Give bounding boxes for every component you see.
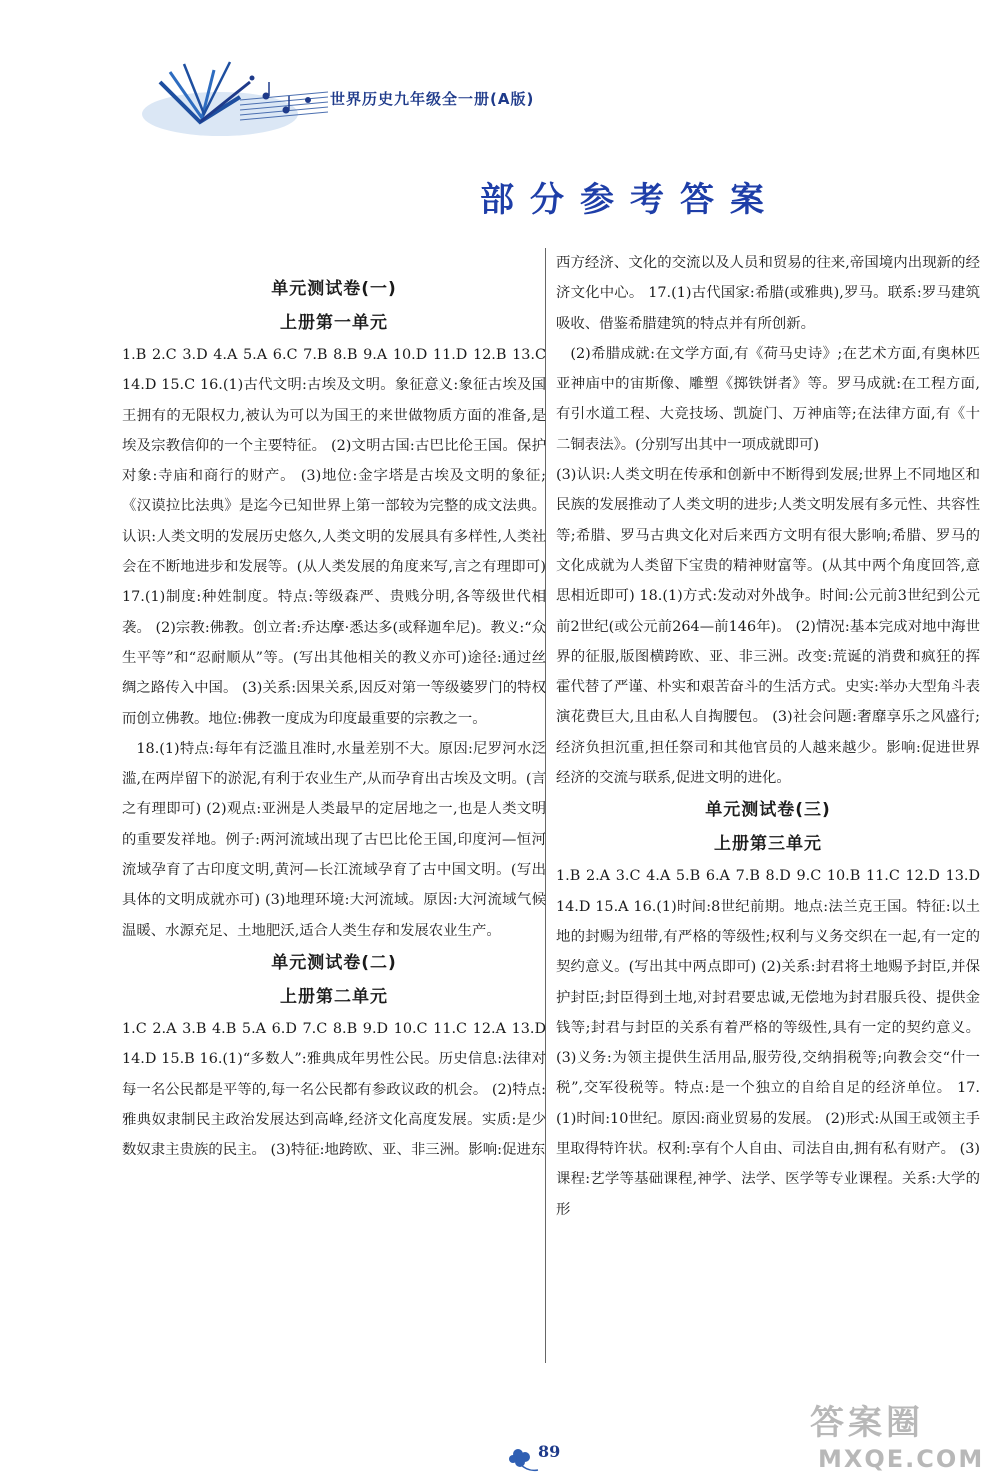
- answer-paragraph: 西方经济、文化的交流以及人员和贸易的往来,帝国境内出现新的经济文化中心。 17.(1)古代国家:希腊(或雅典),罗马。联系:罗马建筑吸收、借鉴希腊建筑的特点并有所创新。: [556, 255, 980, 332]
- header: [140, 52, 535, 142]
- page-footer: [508, 1438, 588, 1474]
- section-heading: 单元测试卷(三): [705, 800, 831, 821]
- section-heading: 上册第三单元: [714, 834, 822, 855]
- answer-paragraph: 1.B 2.C 3.D 4.A 5.A 6.C 7.B 8.B 9.A 10.D 11.D 12.B 13.C 14.D 15.C 16.(1)古代文明:古埃及文明。象征意义:象征古埃及国王拥有的无限权力,被认为可以为国王的来世做物质方面的准备,是埃及宗教信仰的一个主要特征。 (2)文明古国:古巴比伦王国。保护对象:寺庙和商行的财产。 (3)地位:金字塔是古埃及文明的象征;《汉谟拉比法典》是迄今已知世界上第一部较为完整的成文法典。认识:人类文明的发展历史悠久,人类文明的发展具有多样性,人类社会在不断地进步和发展等。(从人类发展的角度来写,言之有理即可) 17.(1)制度:种姓制度。特点:等级森严、贵贱分明,各等级世代相袭。 (2)宗教:佛教。创立者:乔达摩·悉达多(或释迦牟尼)。教义:“众生平等”和“忍耐顺从”等。(写出其他相关的教义亦可)途径:通过丝绸之路传入中国。 (3)关系:因果关系,因反对第一等级婆罗门的特权而创立佛教。地位:佛教一度成为印度最重要的宗教之一。: [122, 347, 546, 727]
- watermark: [800, 1395, 990, 1480]
- page-title: 部分参考答案: [480, 180, 780, 220]
- answer-paragraph: 18.(1)特点:每年有泛滥且准时,水量差别不大。原因:尼罗河水泛滥,在两岸留下的淤泥,有利于农业生产,从而孕育出古埃及文明。(言之有理即可) (2)观点:亚洲是人类最早的定居地之一,也是人类文明的重要发祥地。例子:两河流域出现了古巴比伦王国,印度河—恒河流域孕育了古印度文明,黄河—长江流域孕育了古中国文明。(写出具体的文明成就亦可) (3)地理环境:大河流域。原因:大河流域气候温暖、水源充足、土地肥沃,适合人类生存和发展农业生产。: [122, 740, 546, 939]
- section-heading: 上册第一单元: [280, 313, 388, 333]
- section-heading: 单元测试卷(一): [271, 279, 397, 299]
- flower-ornament-icon: [508, 1444, 540, 1474]
- right-column: [556, 248, 980, 1225]
- book-music-logo-icon: [140, 52, 330, 142]
- answer-paragraph: (2)希腊成就:在文学方面,有《荷马史诗》;在艺术方面,有奥林匹亚神庙中的宙斯像、雕塑《掷铁饼者》等。罗马成就:在工程方面,有引水道工程、大竞技场、凯旋门、万神庙等;在法律方面,有《十二铜表法》。(分别写出其中一项成就即可): [556, 345, 980, 453]
- answer-paragraph: (3)认识:人类文明在传承和创新中不断得到发展;世界上不同地区和民族的发展推动了人类文明的进步;人类文明发展有多元性、共容性等;希腊、罗马古典文化对后来西方文明有很大影响;希腊、罗马的文化成就为人类留下宝贵的精神财富等。(从其中两个角度回答,意思相近即可) 18.(1)方式:发动对外战争。时间:公元前3世纪到公元前2世纪(或公元前264—前146年)。 (2)情况:基本完成对地中海世界的征服,版图横跨欧、亚、非三洲。改变:荒诞的消费和疯狂的挥霍代替了严谨、朴实和艰苦奋斗的生活方式。史实:举办大型角斗表演花费巨大,且由私人自掏腰包。 (3)社会问题:奢靡享乐之风盛行;经济负担沉重,担任祭司和其他官员的人越来越少。影响:促进世界经济的交流与联系,促进文明的进化。: [556, 467, 980, 787]
- watermark-text: MXQE.COM: [818, 1445, 985, 1473]
- page-number: 89: [538, 1442, 561, 1461]
- left-column: [122, 272, 546, 1165]
- section-heading: 上册第二单元: [280, 986, 388, 1007]
- watermark-mark: 答案圈: [810, 1403, 924, 1443]
- answer-paragraph: 1.B 2.A 3.C 4.A 5.B 6.A 7.B 8.D 9.C 10.B 11.C 12.D 13.D 14.D 15.A 16.(1)时间:8世纪前期。地点:法兰克王国。特征:以土地的封赐为纽带,有严格的等级性;权利与义务交织在一起,有一定的契约意义。(写出其中两点即可) (2)关系:封君将土地赐予封臣,并保护封臣;封臣得到土地,对封君要忠诚,无偿地为封君服兵役、提供金钱等;封君与封臣的关系有着严格的等级性,具有一定的契约意义。 (3)义务:为领主提供生活用品,服劳役,交纳捐税等;向教会交“什一税”,交军役税等。特点:是一个独立的自给自足的经济单位。 17.(1)时间:10世纪。原因:商业贸易的发展。 (2)形式:从国王或领主手里取得特许状。权利:享有个人自由、司法自由,拥有私有财产。 (3)课程:艺学等基础课程,神学、法学、医学等专业课程。关系:大学的形: [556, 868, 980, 1218]
- section-heading: 单元测试卷(二): [271, 952, 397, 973]
- book-subtitle: 世界历史九年级全一册(A版): [330, 90, 535, 108]
- answer-paragraph: 1.C 2.A 3.B 4.B 5.A 6.D 7.C 8.B 9.D 10.C 11.C 12.A 13.D 14.D 15.B 16.(1)“多数人”:雅典成年男性公民。历史信息:法律对每一名公民都是平等的,每一名公民都有参政议政的机会。 (2)特点:雅典奴隶制民主政治发展达到高峰,经济文化高度发展。实质:是少数奴隶主贵族的民主。 (3)特征:地跨欧、亚、非三洲。影响:促进东: [122, 1020, 546, 1159]
